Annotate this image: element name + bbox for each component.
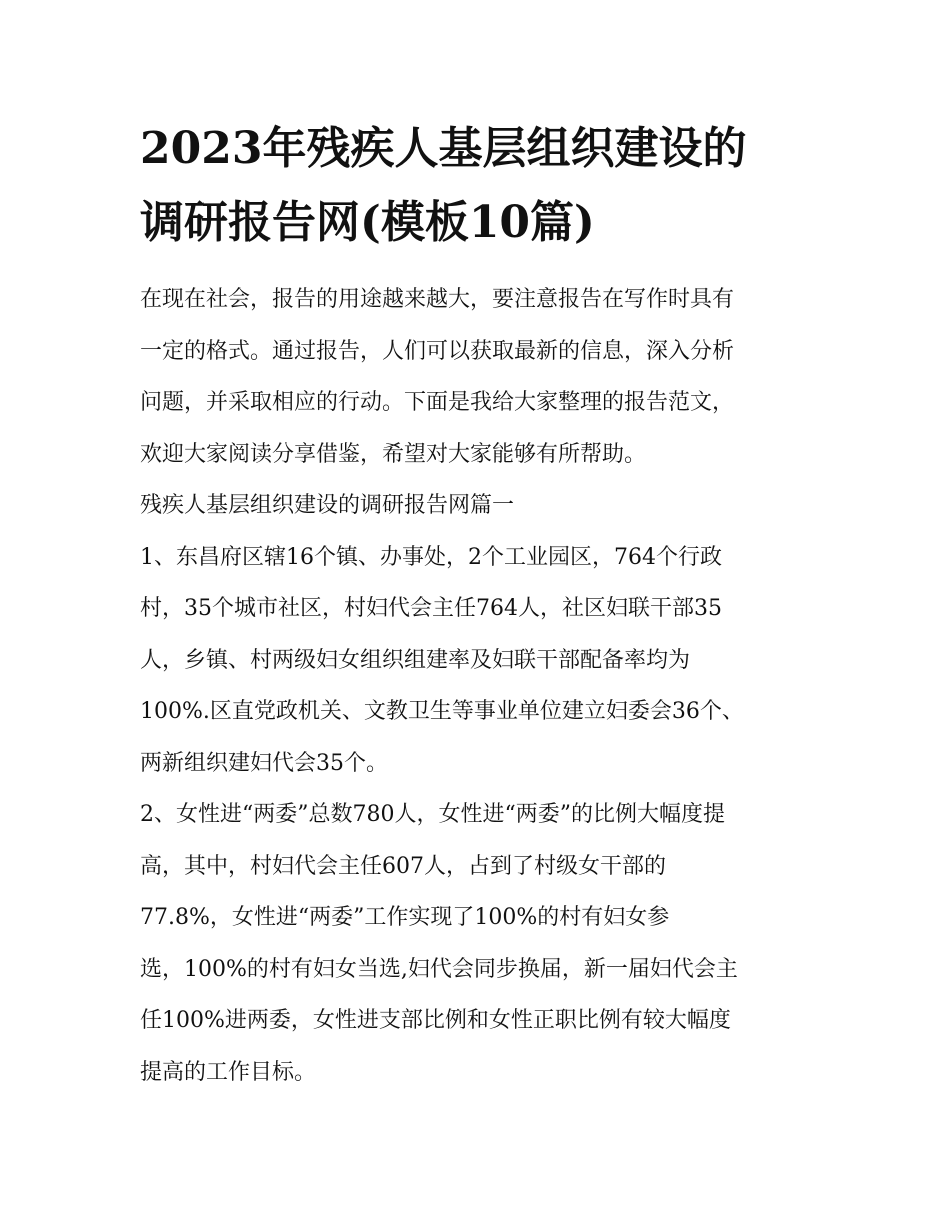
intro-paragraph-line: 在现在社会，报告的用途越来越大，要注意报告在写作时具有 [140,287,735,312]
item-2-line: 高，其中，村妇代会主任607人，占到了村级女干部的 [140,853,666,879]
title-line: 2023年残疾人基层组织建设的 [140,123,747,174]
item-2-line: 提高的工作目标。 [140,1059,317,1085]
item-1-line: 100%.区直党政机关、文教卫生等事业单位建立妇委会36个、 [140,699,744,724]
intro-paragraph-line: 一定的格式。通过报告，人们可以获取最新的信息，深入分析 [140,338,735,364]
item-1-line: 村，35个城市社区，村妇代会主任764人，社区妇联干部35 [140,596,722,621]
section-heading: 残疾人基层组织建设的调研报告网篇一 [140,493,515,518]
item-2-line: 2、女性进“两委”总数780人，女性进“两委”的比例大幅度提 [140,802,725,827]
intro-paragraph-line: 问题，并采取相应的行动。下面是我给大家整理的报告范文， [140,390,735,415]
intro-paragraph-line: 欢迎大家阅读分享借鉴，希望对大家能够有所帮助。 [140,441,647,467]
document-body [140,274,830,1098]
item-1-line: 1、东昌府区辖16个镇、办事处，2个工业园区，764个行政 [140,544,722,570]
item-1-line: 两新组织建妇代会35个。 [140,750,388,776]
title-line: 调研报告网(模板10篇) [140,197,595,248]
item-2-line: 77.8%，女性进“两委”工作实现了100%的村有妇女参 [140,905,670,930]
item-2-line: 任100%进两委，女性进支部比例和女性正职比例有较大幅度 [140,1008,731,1033]
document-title [140,112,830,260]
item-1-line: 人，乡镇、村两级妇女组织组建率及妇联干部配备率均为 [140,647,691,673]
item-2-line: 选，100%的村有妇女当选,妇代会同步换届，新一届妇代会主 [140,956,738,982]
